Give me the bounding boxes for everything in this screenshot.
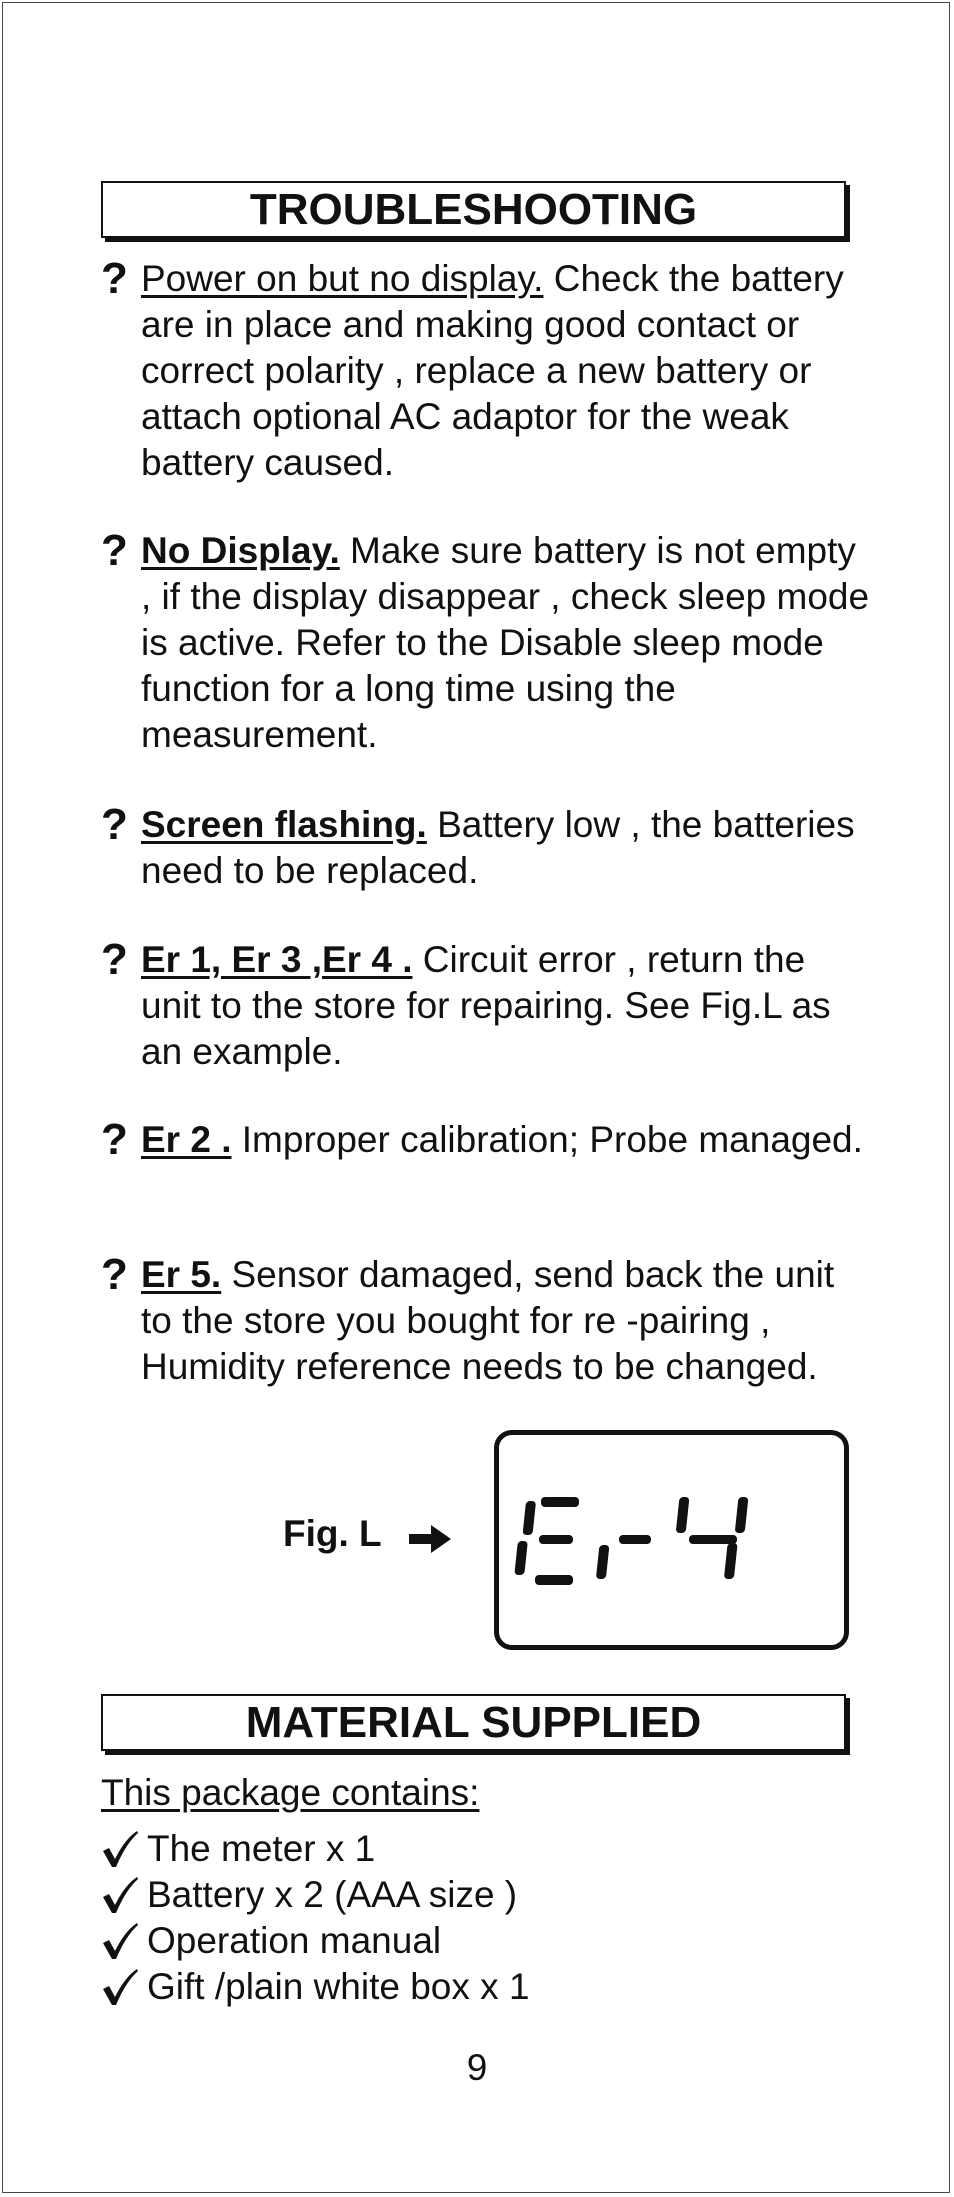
trouble-item-text bbox=[141, 528, 871, 758]
question-mark-icon: ? bbox=[101, 254, 128, 303]
trouble-item-text bbox=[141, 256, 871, 486]
lcd-segment-readout bbox=[499, 1435, 844, 1645]
trouble-item-text bbox=[141, 1117, 871, 1163]
trouble-item-description: Circuit error , return the unit to the store for repairing. See Fig.L as an example. bbox=[141, 939, 831, 1072]
checkmark-icon bbox=[101, 1967, 139, 2007]
arrow-right-icon bbox=[405, 1519, 455, 1559]
trouble-item-description: Check the battery are in place and making good contact or correct polarity , replace a new battery or attach optional AC adaptor for the weak battery caused. bbox=[141, 258, 844, 483]
trouble-item-description: Battery low , the batteries need to be replaced. bbox=[141, 804, 855, 891]
package-contents-intro: This package contains: bbox=[101, 1772, 480, 1813]
material-heading-box bbox=[101, 1694, 846, 1751]
trouble-item-sensor-damaged bbox=[101, 1252, 871, 1390]
trouble-item-text bbox=[141, 802, 871, 894]
material-title: MATERIAL SUPPLIED bbox=[245, 1697, 702, 1747]
lcd-char-E bbox=[514, 1497, 579, 1585]
supply-item-label: Operation manual bbox=[147, 1920, 442, 1961]
checkmark-icon bbox=[101, 1921, 139, 1961]
lcd-display bbox=[494, 1430, 849, 1650]
lcd-char-r bbox=[596, 1535, 651, 1579]
lcd-char-4 bbox=[676, 1497, 749, 1579]
question-mark-icon: ? bbox=[101, 1115, 128, 1164]
trouble-item-improper-calibration bbox=[101, 1117, 871, 1163]
trouble-item-description: Sensor damaged, send back the unit to the store you bought for re -pairing , Humidity reference needs to be changed. bbox=[141, 1254, 835, 1387]
trouble-item-no-display bbox=[101, 528, 871, 758]
trouble-item-label: No Display. bbox=[141, 530, 340, 571]
question-mark-icon: ? bbox=[101, 800, 128, 849]
troubleshooting-title: TROUBLESHOOTING bbox=[249, 184, 698, 234]
supply-item-label: Battery x 2 (AAA size ) bbox=[147, 1874, 518, 1915]
trouble-item-label: Screen flashing. bbox=[141, 804, 427, 845]
trouble-item-description: Improper calibration; Probe managed. bbox=[231, 1119, 863, 1160]
question-mark-icon: ? bbox=[101, 1250, 128, 1299]
trouble-item-no-power-display bbox=[101, 256, 871, 486]
trouble-item-label: Er 1, Er 3 ,Er 4 . bbox=[141, 939, 413, 980]
checkmark-icon bbox=[101, 1829, 139, 1869]
supply-item-label: The meter x 1 bbox=[147, 1828, 376, 1869]
trouble-item-label: Er 2 . bbox=[141, 1119, 232, 1160]
figure-label: Fig. L bbox=[283, 1513, 382, 1554]
checkmark-icon bbox=[101, 1875, 139, 1915]
trouble-item-label: Er 5. bbox=[141, 1254, 222, 1295]
trouble-item-text bbox=[141, 937, 871, 1075]
troubleshooting-heading-box bbox=[101, 181, 846, 238]
supply-item-label: Gift /plain white box x 1 bbox=[147, 1966, 530, 2007]
list-item bbox=[101, 1964, 530, 2010]
trouble-item-screen-flashing bbox=[101, 802, 871, 894]
list-item bbox=[101, 1872, 530, 1918]
supply-list bbox=[101, 1826, 530, 2010]
list-item bbox=[101, 1826, 530, 1872]
question-mark-icon: ? bbox=[101, 935, 128, 984]
list-item bbox=[101, 1918, 530, 1964]
question-mark-icon: ? bbox=[101, 526, 128, 575]
page-number: 9 bbox=[466, 2047, 488, 2088]
trouble-item-circuit-error bbox=[101, 937, 871, 1075]
trouble-item-label: Power on but no display. bbox=[141, 258, 544, 299]
trouble-item-description: Make sure battery is not empty , if the display disappear , check sleep mode is active. Refer to the Disable sleep mode function for a long time using the measurement. bbox=[141, 530, 870, 755]
trouble-item-text bbox=[141, 1252, 871, 1390]
